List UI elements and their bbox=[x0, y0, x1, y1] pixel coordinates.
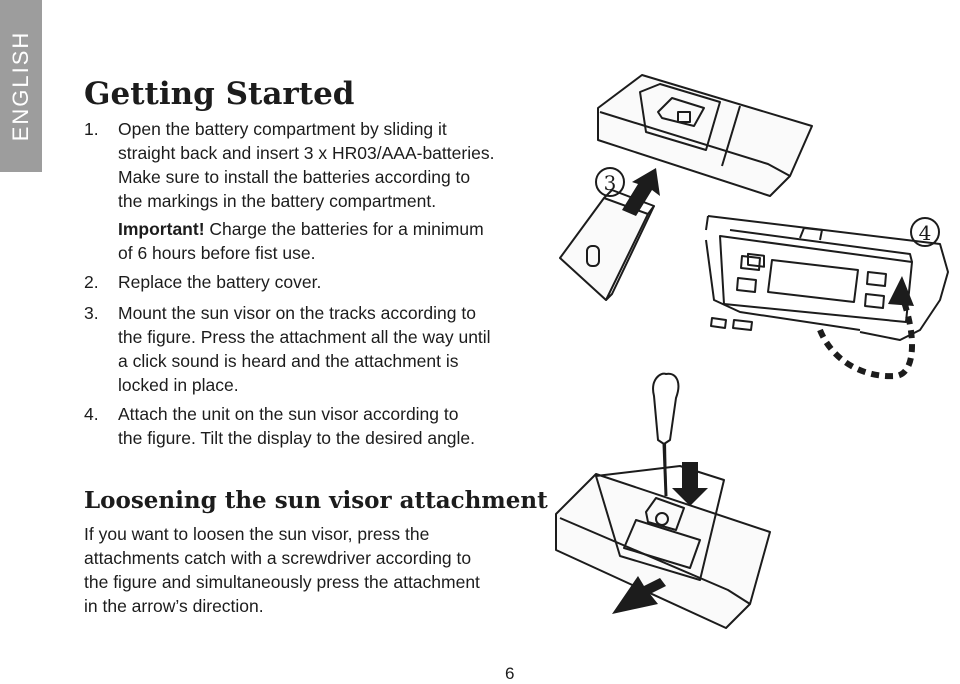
loosening-line-1: If you want to loosen the sun visor, press the bbox=[84, 524, 430, 544]
section-title-getting-started: Getting Started bbox=[84, 76, 355, 112]
loosening-line-2: attachments catch with a screwdriver according to bbox=[84, 548, 472, 568]
step-3-number: 3. bbox=[84, 303, 99, 323]
important-text: Charge the batteries for a minimum bbox=[204, 219, 484, 239]
page-number: 6 bbox=[505, 664, 515, 683]
step-4-line-1: Attach the unit on the sun visor according to bbox=[118, 404, 459, 424]
step-3-line-4: locked in place. bbox=[118, 375, 239, 395]
important-label: Important! bbox=[118, 219, 205, 239]
section-title-loosening: Loosening the sun visor attachment bbox=[84, 487, 548, 514]
step-4-line-2: the figure. Tilt the display to the desired angle. bbox=[118, 428, 476, 448]
step-3-label: 3 bbox=[603, 171, 617, 195]
step-1-line-4: the markings in the battery compartment. bbox=[118, 191, 437, 211]
step-1-line-2: straight back and insert 3 x HR03/AAA-batteries. bbox=[118, 143, 495, 163]
press-down-arrow-icon bbox=[672, 462, 708, 506]
step-2-line-1: Replace the battery cover. bbox=[118, 272, 322, 292]
step-1-number: 1. bbox=[84, 119, 99, 139]
step-1-line-3: Make sure to install the batteries according to bbox=[118, 167, 471, 187]
loosening-line-3: the figure and simultaneously press the attachment bbox=[84, 572, 480, 592]
step-3-line-1: Mount the sun visor on the tracks according to bbox=[118, 303, 476, 323]
screwdriver-release-figure bbox=[556, 374, 770, 628]
step-4-label: 4 bbox=[918, 221, 932, 245]
important-note-line-2: of 6 hours before fist use. bbox=[118, 243, 316, 263]
step-3-arrow-icon bbox=[622, 168, 660, 216]
step-2-number: 2. bbox=[84, 272, 99, 292]
step-3-line-3: a click sound is heard and the attachment is bbox=[118, 351, 459, 371]
step-3-line-2: the figure. Press the attachment all the way until bbox=[118, 327, 491, 347]
step-1-line-1: Open the battery compartment by sliding it bbox=[118, 119, 447, 139]
loosening-line-4: in the arrow’s direction. bbox=[84, 596, 264, 616]
language-label: ENGLISH bbox=[8, 30, 33, 142]
step-4-number: 4. bbox=[84, 404, 99, 424]
